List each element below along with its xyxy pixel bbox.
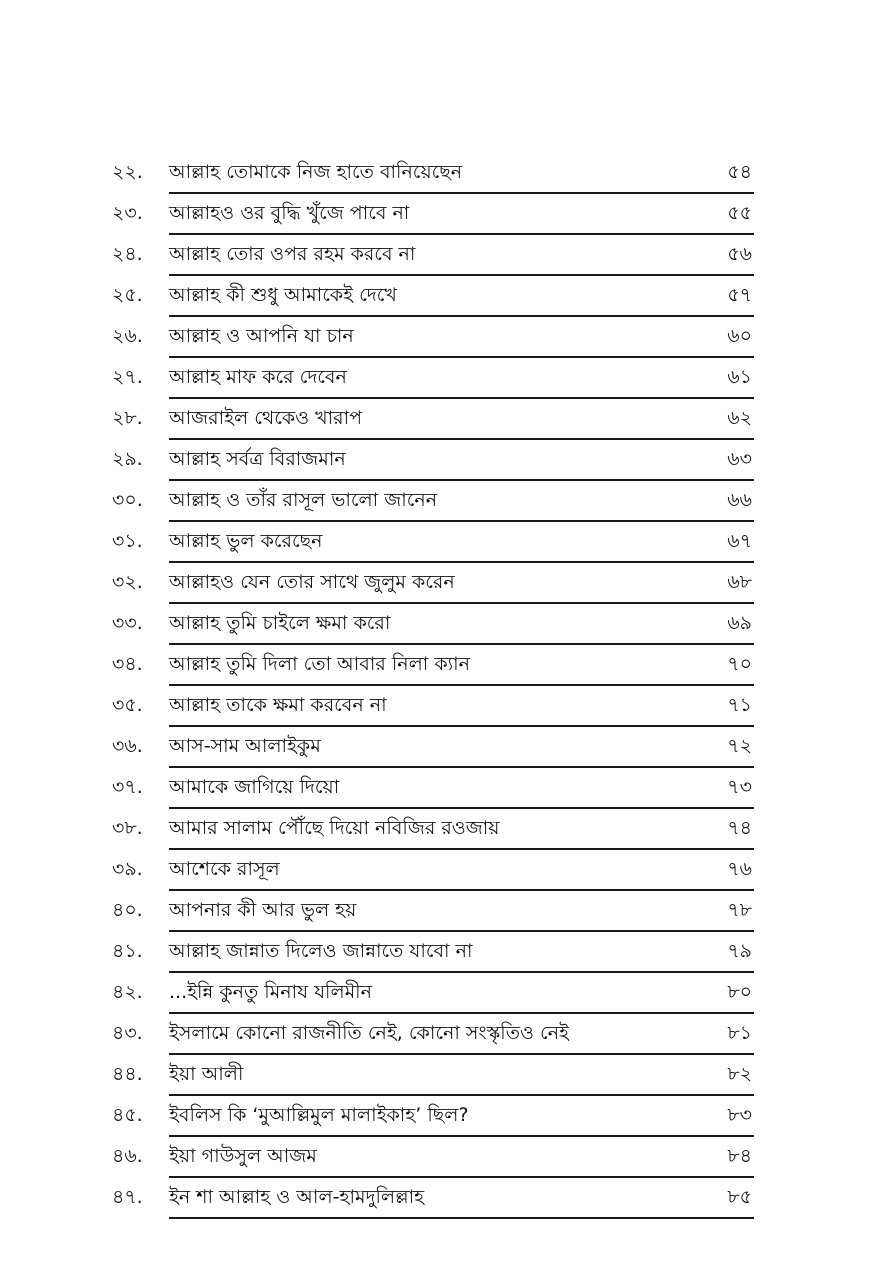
toc-entry-number: ৪২. <box>112 981 143 1003</box>
toc-entry-title: আল্লাহ তুমি চাইলে ক্ষমা করো <box>169 612 391 634</box>
toc-entry-title: ইয়া গাউসুল আজম <box>169 1145 317 1167</box>
toc-entry-page: ৬২ <box>727 407 752 429</box>
toc-entry <box>112 645 754 686</box>
toc-entry-title: ইন শা আল্লাহ ও আল-হামদুলিল্লাহ <box>169 1186 425 1208</box>
toc-entry-title: আপনার কী আর ভুল হয় <box>169 899 357 921</box>
toc-entry-page: ৭৯ <box>727 940 752 962</box>
toc-entry-title: আশেকে রাসূল <box>169 858 280 880</box>
toc-entry-page: ৫৭ <box>727 284 752 306</box>
toc-entry-page: ৭৮ <box>727 899 752 921</box>
toc-entry-title: আল্লাহ তুমি দিলা তো আবার নিলা ক্যান <box>169 653 471 675</box>
toc-entry-title: আল্লাহ কী শুধু আমাকেই দেখে <box>169 284 397 306</box>
toc-entry <box>112 153 754 194</box>
toc-entry-number: ২৮. <box>112 407 143 429</box>
toc-entry-page: ৫৪ <box>727 161 752 183</box>
toc-entry-number: ৩৮. <box>112 817 143 839</box>
toc-entry-number: ২৭. <box>112 366 143 388</box>
toc-entry <box>112 1055 754 1096</box>
toc-entry-number: ৪৬. <box>112 1145 143 1167</box>
toc-entry <box>112 194 754 235</box>
toc-entry-number: ৩৪. <box>112 653 143 675</box>
toc-entry-page: ৬৭ <box>727 530 752 552</box>
table-of-contents <box>112 153 754 1219</box>
toc-entry-title: আল্লাহ তোর ওপর রহম করবে না <box>169 243 416 265</box>
toc-entry-number: ৩৫. <box>112 694 143 716</box>
toc-entry <box>112 891 754 932</box>
toc-entry-number: ৩৩. <box>112 612 143 634</box>
toc-entry <box>112 1178 754 1219</box>
toc-entry <box>112 973 754 1014</box>
toc-entry <box>112 276 754 317</box>
toc-entry-title: আমাকে জাগিয়ে দিয়ো <box>169 776 340 798</box>
toc-entry <box>112 850 754 891</box>
toc-entry-number: ৩৭. <box>112 776 143 798</box>
toc-entry <box>112 1014 754 1055</box>
toc-entry-page: ৮২ <box>727 1063 752 1085</box>
toc-entry-page: ৭১ <box>727 694 752 716</box>
toc-entry-title: আল্লাহ তাকে ক্ষমা করবেন না <box>169 694 387 716</box>
toc-entry <box>112 809 754 850</box>
toc-entry-number: ২৯. <box>112 448 143 470</box>
toc-entry-title: আল্লাহ সর্বত্র বিরাজমান <box>169 448 346 470</box>
toc-entry-page: ৭৩ <box>727 776 752 798</box>
toc-entry-title: আল্লাহও ওর বুদ্ধি খুঁজে পাবে না <box>169 202 410 224</box>
toc-entry-page: ৬৮ <box>727 571 752 593</box>
toc-entry-title: আল্লাহ মাফ করে দেবেন <box>169 366 347 388</box>
toc-entry-page: ৬০ <box>727 325 752 347</box>
toc-entry-number: ৩২. <box>112 571 143 593</box>
toc-entry-number: ৩১. <box>112 530 143 552</box>
toc-entry <box>112 481 754 522</box>
toc-entry <box>112 686 754 727</box>
toc-entry <box>112 440 754 481</box>
toc-entry-number: ৪১. <box>112 940 143 962</box>
toc-entry-title: ইসলামে কোনো রাজনীতি নেই, কোনো সংস্কৃতিও নেই <box>169 1022 569 1044</box>
toc-entry <box>112 604 754 645</box>
toc-entry-number: ২২. <box>112 161 143 183</box>
toc-entry-number: ২৪. <box>112 243 143 265</box>
toc-entry-title: ইয়া আলী <box>169 1063 244 1085</box>
toc-entry <box>112 563 754 604</box>
toc-entry-title: আমার সালাম পৌঁছে দিয়ো নবিজির রওজায় <box>169 817 500 839</box>
toc-entry-page: ৮১ <box>727 1022 752 1044</box>
toc-entry <box>112 235 754 276</box>
toc-entry <box>112 522 754 563</box>
toc-entry-page: ৮৪ <box>727 1145 752 1167</box>
toc-entry-page: ৮৩ <box>727 1104 752 1126</box>
toc-entry-page: ৬৯ <box>727 612 752 634</box>
toc-entry <box>112 727 754 768</box>
toc-entry-title: আল্লাহ ও তাঁর রাসূল ভালো জানেন <box>169 489 438 511</box>
toc-entry <box>112 399 754 440</box>
toc-entry-page: ৬১ <box>727 366 752 388</box>
toc-entry-title: আল্লাহ তোমাকে নিজ হাতে বানিয়েছেন <box>169 161 463 183</box>
toc-entry-page: ৫৬ <box>727 243 752 265</box>
toc-entry-title: আল্লাহও যেন তোর সাথে জুলুম করেন <box>169 571 455 593</box>
toc-entry-number: ৪৫. <box>112 1104 143 1126</box>
toc-entry-page: ৭৬ <box>727 858 752 880</box>
toc-divider <box>169 1217 754 1219</box>
toc-entry-number: ২৫. <box>112 284 143 306</box>
toc-entry-title: আল্লাহ জান্নাত দিলেও জান্নাতে যাবো না <box>169 940 473 962</box>
toc-entry-number: ৩৬. <box>112 735 143 757</box>
toc-entry-page: ৭২ <box>727 735 752 757</box>
toc-entry-page: ৬৬ <box>727 489 752 511</box>
toc-entry-page: ৭০ <box>727 653 752 675</box>
toc-entry-number: ৩০. <box>112 489 143 511</box>
toc-entry <box>112 932 754 973</box>
toc-entry-number: ৪৩. <box>112 1022 143 1044</box>
toc-entry-number: ৪৪. <box>112 1063 143 1085</box>
toc-entry-title: আল্লাহ ভুল করেছেন <box>169 530 323 552</box>
toc-entry-number: ৪০. <box>112 899 143 921</box>
toc-entry-number: ৪৭. <box>112 1186 143 1208</box>
toc-entry-title: ইবলিস কি ‘মুআল্লিমুল মালাইকাহ’ ছিল? <box>169 1104 469 1126</box>
toc-entry-number: ২৬. <box>112 325 143 347</box>
toc-entry-title: ...ইন্নি কুনতু মিনায যলিমীন <box>169 981 372 1003</box>
toc-entry-page: ৮০ <box>727 981 752 1003</box>
toc-entry <box>112 317 754 358</box>
toc-entry-title: আস-সাম আলাইকুম <box>169 735 321 757</box>
toc-entry <box>112 358 754 399</box>
toc-entry-page: ৬৩ <box>727 448 752 470</box>
toc-entry-page: ৮৫ <box>727 1186 752 1208</box>
toc-entry-title: আজরাইল থেকেও খারাপ <box>169 407 363 429</box>
toc-entry-page: ৫৫ <box>727 202 752 224</box>
toc-entry <box>112 768 754 809</box>
toc-entry <box>112 1096 754 1137</box>
toc-entry-title: আল্লাহ ও আপনি যা চান <box>169 325 354 347</box>
toc-entry-number: ৩৯. <box>112 858 143 880</box>
toc-entry-number: ২৩. <box>112 202 143 224</box>
toc-entry <box>112 1137 754 1178</box>
toc-entry-page: ৭৪ <box>727 817 752 839</box>
